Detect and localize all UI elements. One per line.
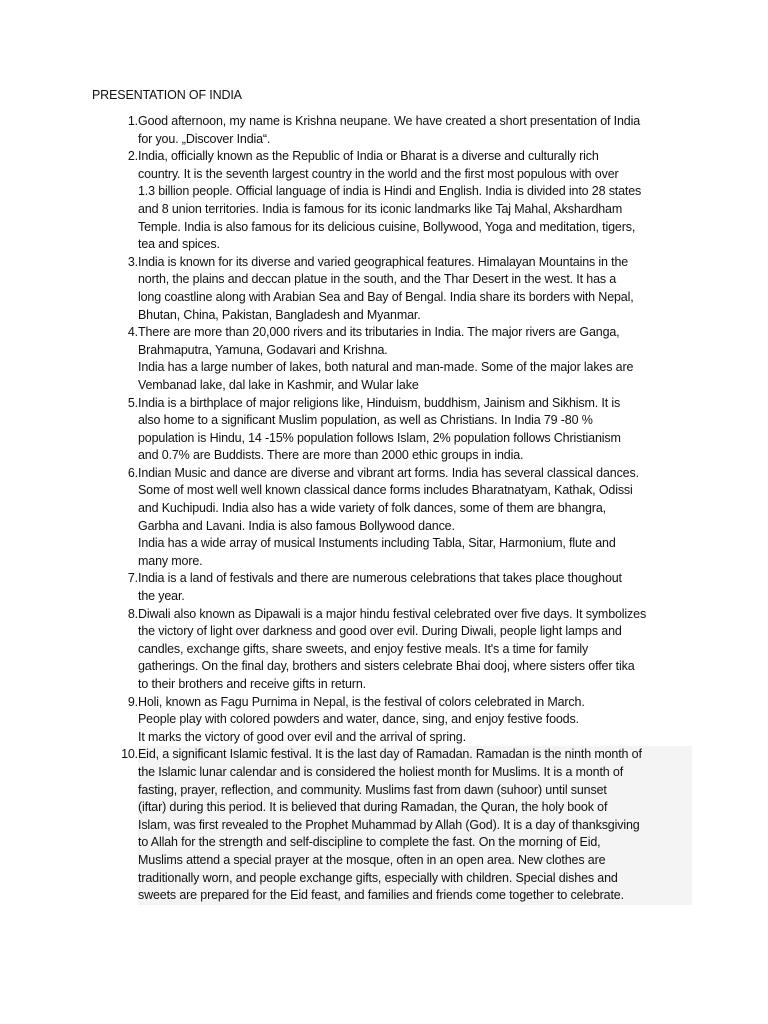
text-line: India is known for its diverse and varied geographical features. Himalayan Mountains in the	[138, 254, 629, 269]
text-line: India has a wide array of musical Instuments including Tabla, Sitar, Harmonium, flute and	[138, 536, 616, 551]
text-line: traditionally worn, and people exchange gifts, especially with children. Special dishes and	[138, 870, 692, 888]
text-line: Muslims attend a special prayer at the mosque, often in an open area. New clothes are	[138, 852, 692, 870]
text-line: Holi, known as Fagu Purnima in Nepal, is the festival of colors celebrated in March.	[138, 694, 585, 709]
list-item	[92, 746, 692, 904]
text-line: north, the plains and deccan platue in the south, and the Thar Desert in the west. It has a	[138, 272, 617, 287]
text-line: population is Hindu, 14 -15% population follows Islam, 2% population follows Christianism	[138, 430, 621, 445]
text-line: 1.3 billion people. Official language of india is Hindi and English. India is divided into 28 states	[138, 184, 642, 199]
text-line: It marks the victory of good over evil and the arrival of spring.	[138, 729, 466, 744]
list-item-number: 9.	[127, 694, 138, 709]
list-item-number-cell	[92, 254, 138, 324]
list-item	[92, 254, 692, 324]
list-item-number: 6.	[127, 465, 138, 480]
list-item-number: 1.	[127, 114, 138, 128]
list-item-text	[138, 746, 692, 904]
text-line: for you. „Discover India“.	[138, 131, 271, 146]
list-item	[92, 148, 692, 254]
list-item	[92, 465, 692, 571]
list-item-number-cell	[92, 324, 138, 394]
text-line: tea and spices.	[138, 237, 220, 252]
text-line: There are more than 20,000 rivers and its tributaries in India. The major rivers are Ganga,	[138, 325, 620, 340]
list-item	[92, 570, 692, 605]
text-line: the victory of light over darkness and good over evil. During Diwali, people light lamps and	[138, 624, 622, 639]
list-item-text	[138, 465, 692, 571]
list-item-number: 8.	[127, 606, 138, 621]
text-line: Brahmaputra, Yamuna, Godavari and Krishna.	[138, 342, 388, 357]
text-line: Temple. India is also famous for its delicious cuisine, Bollywood, Yoga and meditation, tigers,	[138, 219, 636, 234]
list-item	[92, 395, 692, 465]
list-item-text	[138, 113, 692, 148]
text-line: to Allah for the strength and self-discipline to complete the fast. On the morning of Eid,	[138, 834, 692, 852]
text-line: Garbha and Lavani. India is also famous Bollywood dance.	[138, 518, 455, 533]
text-line: gatherings. On the final day, brothers and sisters celebrate Bhai dooj, where sisters offer tika	[138, 659, 635, 674]
list-item-number: 3.	[127, 254, 138, 269]
list-item-number: 2.	[127, 149, 138, 164]
text-line: Indian Music and dance are diverse and vibrant art forms. India has several classical dances.	[138, 465, 639, 480]
text-line: the Islamic lunar calendar and is considered the holiest month for Muslims. It is a month of	[138, 764, 692, 782]
text-line: and 8 union territories. India is famous for its iconic landmarks like Taj Mahal, Akshardham	[138, 201, 623, 216]
list-item	[92, 694, 692, 747]
list-item-number: 10.	[121, 747, 138, 762]
text-line: long coastline along with Arabian Sea and Bay of Bengal. India share its borders with Nepal,	[138, 289, 634, 304]
text-line: also home to a significant Muslim population, as well as Christians. In India 79 -80 %	[138, 413, 593, 428]
text-line: sweets are prepared for the Eid feast, and families and friends come together to celebrate.	[138, 887, 692, 905]
text-line: and 0.7% are Buddists. There are more than 2000 ethic groups in india.	[138, 448, 524, 463]
list-item-text	[138, 254, 692, 324]
text-line: and Kuchipudi. India also has a wide variety of folk dances, some of them are bhangra,	[138, 501, 606, 516]
page-title: PRESENTATION OF INDIA	[92, 88, 242, 102]
text-line: India, officially known as the Republic of India or Bharat is a diverse and culturally rich	[138, 149, 599, 164]
text-line: India is a birthplace of major religions like, Hinduism, buddhism, Jainism and Sikhism. It is	[138, 395, 621, 410]
list-item-number-cell	[92, 395, 138, 465]
text-line: (iftar) during this period. It is believed that during Ramadan, the Quran, the holy book of	[138, 799, 692, 817]
text-line: Some of most well well known classical dance forms includes Bharatnatyam, Kathak, Odissi	[138, 483, 633, 498]
list-item-text	[138, 324, 692, 394]
list-item-number-cell	[92, 465, 138, 571]
text-line: the year.	[138, 589, 185, 604]
text-line: Eid, a significant Islamic festival. It is the last day of Ramadan. Ramadan is the ninth month of	[138, 746, 692, 764]
list-item-number-cell	[92, 113, 138, 148]
list-item-number-cell	[92, 746, 138, 904]
list-item-number: 7.	[127, 571, 138, 586]
text-line: fasting, prayer, reflection, and community. Muslims fast from dawn (suhoor) until sunset	[138, 782, 692, 800]
text-line: Bhutan, China, Pakistan, Bangladesh and Myanmar.	[138, 307, 421, 322]
text-line: country. It is the seventh largest country in the world and the first most populous with over	[138, 166, 619, 181]
text-line: many more.	[138, 553, 203, 568]
list-item-number: 5.	[127, 395, 138, 410]
list-item-text	[138, 606, 692, 694]
list-item	[92, 324, 692, 394]
text-line: Islam, was first revealed to the Prophet Muhammad by Allah (God). It is a day of thanksgiving	[138, 817, 692, 835]
list-item-text	[138, 148, 692, 254]
numbered-list	[92, 113, 692, 905]
text-line: India has a large number of lakes, both natural and man-made. Some of the major lakes are	[138, 360, 634, 375]
text-line: candles, exchange gifts, share sweets, and enjoy festive meals. It's a time for family	[138, 641, 589, 656]
list-item	[92, 113, 692, 148]
list-item-number-cell	[92, 694, 138, 747]
list-item-number-cell	[92, 570, 138, 605]
list-item	[92, 606, 692, 694]
text-line: Good afternoon, my name is Krishna neupane. We have created a short presentation of India	[138, 114, 641, 128]
list-item-number-cell	[92, 148, 138, 254]
list-item-text	[138, 570, 692, 605]
list-item-text	[138, 395, 692, 465]
text-line: Vembanad lake, dal lake in Kashmir, and Wular lake	[138, 377, 419, 392]
list-item-number-cell	[92, 606, 138, 694]
text-line: to their brothers and receive gifts in return.	[138, 677, 366, 691]
list-item-text	[138, 694, 692, 747]
list-item-number: 4.	[127, 325, 138, 340]
text-line: Diwali also known as Dipawali is a major hindu festival celebrated over five days. It symbolizes	[138, 606, 647, 621]
text-line: India is a land of festivals and there are numerous celebrations that takes place thoughout	[138, 571, 622, 586]
text-line: People play with colored powders and water, dance, sing, and enjoy festive foods.	[138, 712, 579, 727]
